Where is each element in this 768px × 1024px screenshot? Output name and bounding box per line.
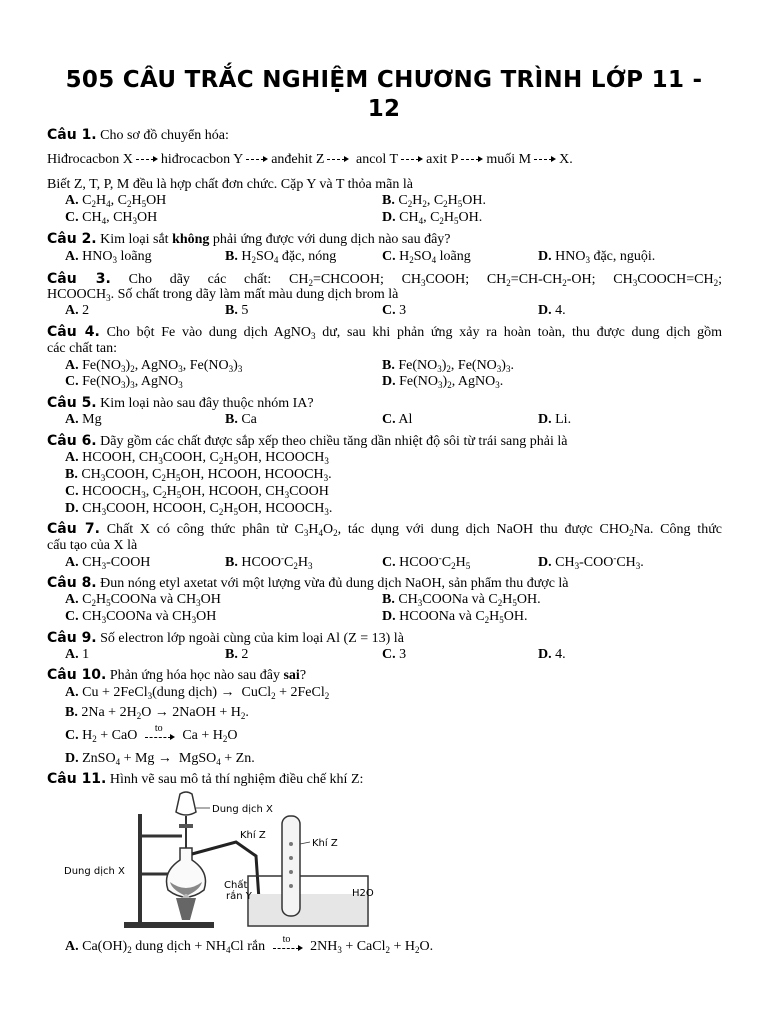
- question-7-label: Câu 7.: [47, 521, 100, 537]
- question-3-stem-line-1: Câu 3. Cho dãy các chất: $CH_2=CHCOOH$; $CH_3COOH$; $CH_2=CH-CH_2-OH$; $CH_3COOCH=CH_2$;: [47, 271, 722, 288]
- option-letter: A.: [65, 358, 79, 373]
- question-5-option-a[interactable]: [65, 412, 102, 428]
- option-letter: B.: [382, 358, 395, 373]
- question-7-option-b[interactable]: B. $HCOO^-C_2H_3$: [225, 553, 313, 571]
- question-5-label: Câu 5.: [47, 395, 97, 411]
- question-8-stem: [47, 575, 569, 592]
- option-letter: B.: [225, 412, 238, 427]
- question-8-option-c[interactable]: C. $CH_3COONa$ và $CH_3OH$: [65, 609, 217, 625]
- question-2-label: Câu 2.: [47, 231, 97, 247]
- question-10-option-d[interactable]: D. ZnSO$_4$ + Mg → MgSO$_4$ + Zn.: [65, 751, 255, 767]
- heat-arrow-icon: [145, 723, 175, 741]
- stand-base: [124, 922, 214, 928]
- option-letter: B.: [225, 555, 238, 570]
- question-5-option-b[interactable]: [225, 412, 257, 428]
- question-1-stem: [47, 127, 229, 144]
- option-letter: C.: [382, 555, 396, 570]
- question-9-option-b[interactable]: [225, 647, 248, 663]
- question-7-option-a[interactable]: A. $CH_3$-COOH: [65, 555, 151, 571]
- option-text: Al: [398, 412, 413, 427]
- option-letter: D.: [538, 249, 552, 264]
- arrow-icon: [401, 153, 423, 163]
- option-text: 3: [399, 303, 407, 318]
- question-9-option-a[interactable]: [65, 647, 89, 663]
- question-9-option-d[interactable]: [538, 647, 566, 663]
- option-letter: D.: [538, 555, 552, 570]
- heat-arrow-icon: [273, 934, 303, 952]
- question-6-stem: [47, 433, 567, 450]
- question-1-note: Biết Z, T, P, M đều là hợp chất đơn chức. Cặp Y và T thỏa mãn là: [47, 177, 413, 192]
- question-4-label: Câu 4.: [47, 324, 100, 340]
- option-letter: D.: [538, 647, 552, 662]
- question-1-option-a[interactable]: A. $C_2H_4$, $C_2H_5OH$: [65, 193, 167, 209]
- option-letter: A.: [65, 193, 79, 208]
- question-8-option-a[interactable]: A. $C_2H_5COONa$ và $CH_3OH$: [65, 592, 221, 608]
- question-5-option-d[interactable]: [538, 412, 571, 428]
- question-9-option-c[interactable]: [382, 647, 406, 663]
- option-letter: B.: [225, 303, 238, 318]
- question-2-text: Kim loại sắt: [100, 232, 169, 247]
- chain-item: X.: [559, 152, 573, 167]
- arrow-icon: [327, 153, 349, 163]
- label-water: H2O: [352, 888, 374, 899]
- question-10-label: Câu 10.: [47, 667, 107, 683]
- option-text: 2: [82, 303, 90, 318]
- question-2-text-rest: phải ứng được với dung dịch nào sau đây?: [212, 232, 451, 247]
- gas-bubble: [289, 856, 293, 860]
- option-letter: D.: [538, 412, 552, 427]
- dropping-funnel: [176, 792, 196, 815]
- option-text: 5: [241, 303, 249, 318]
- question-3-option-a[interactable]: [65, 303, 89, 319]
- question-10-stem: [47, 667, 306, 684]
- question-6-option-c[interactable]: C. $HCOOCH_3$, $C_2H_5OH$, HCOOH, $CH_3COOH$: [65, 484, 329, 500]
- question-3-option-b[interactable]: [225, 303, 248, 319]
- option-text: Mg: [82, 412, 102, 427]
- label-solution-x-top: Dung dịch X: [212, 804, 273, 815]
- chain-item: ancol T: [355, 152, 399, 167]
- question-4-stem-line-2: các chất tan:: [47, 341, 117, 356]
- funnel-tap: [179, 824, 193, 828]
- stand-rod: [138, 814, 142, 926]
- option-letter: D.: [65, 501, 79, 516]
- question-10-text-rest: ?: [299, 668, 307, 683]
- question-6-option-b[interactable]: B. $CH_3COOH$, $C_2H_5OH$, HCOOH, $HCOOCH_3$.: [65, 467, 332, 483]
- option-letter: A.: [65, 249, 79, 264]
- option-text: 2: [241, 647, 249, 662]
- arrow-icon: [136, 153, 158, 163]
- question-4-option-b[interactable]: B. $Fe(NO_3)_2$, $Fe(NO_3)_3$.: [382, 358, 514, 374]
- gas-bubble: [289, 884, 293, 888]
- question-5-text: Kim loại nào sau đây thuộc nhóm IA?: [100, 396, 314, 411]
- option-text: Ca: [241, 412, 257, 427]
- question-9-stem: [47, 630, 404, 647]
- question-3-option-d[interactable]: [538, 303, 566, 319]
- question-2-option-c[interactable]: C. $H_2SO_4$ loãng: [382, 249, 471, 265]
- question-7-stem-line-1: Câu 7. Chất X có công thức phân tử $C_3H_4O_2$, tác dụng với dung dịch NaOH thu được $CHO_2Na$. Công thức: [47, 521, 722, 538]
- option-letter: B.: [225, 647, 238, 662]
- option-letter: C.: [382, 647, 396, 662]
- question-7-option-c[interactable]: C. $HCOO^-C_2H_5$: [382, 553, 471, 571]
- question-8-option-b[interactable]: B. $CH_3COONa$ và $C_2H_5OH$.: [382, 592, 541, 608]
- question-2-emphasis: không: [172, 232, 210, 247]
- question-6-option-a[interactable]: A. HCOOH, $CH_3COOH$, $C_2H_5OH$, $HCOOCH_3$: [65, 450, 329, 466]
- chain-item: anđehit Z: [271, 152, 325, 167]
- option-letter: C.: [382, 412, 396, 427]
- option-letter: B.: [225, 249, 238, 264]
- option-letter: C.: [382, 249, 396, 264]
- question-1-text: Cho sơ đồ chuyển hóa:: [100, 128, 229, 143]
- question-10-option-a[interactable]: A. Cu + 2FeCl$_3$(dung dịch) → CuCl$_2$ + 2FeCl$_2$: [65, 685, 330, 701]
- option-text: 4.: [555, 303, 566, 318]
- option-letter: B.: [382, 592, 395, 607]
- question-7-stem-line-2: cấu tạo của X là: [47, 538, 138, 553]
- question-9-label: Câu 9.: [47, 630, 97, 646]
- question-11-text: Hình vẽ sau mô tả thí nghiệm điều chế khí Z:: [109, 772, 364, 787]
- option-letter: B.: [65, 705, 78, 720]
- question-4-option-c[interactable]: C. $Fe(NO_3)_3$, AgNO$_3$: [65, 374, 183, 390]
- title-line-2: 12: [367, 96, 401, 122]
- question-3-option-c[interactable]: [382, 303, 406, 319]
- option-text: Li.: [555, 412, 572, 427]
- option-letter: B.: [65, 467, 78, 482]
- label-solid-y-1: Chất: [224, 880, 248, 891]
- option-letter: A.: [65, 412, 79, 427]
- question-8-label: Câu 8.: [47, 575, 97, 591]
- option-letter: D.: [538, 303, 552, 318]
- option-letter: A.: [65, 685, 79, 700]
- heat-label: to: [154, 723, 163, 734]
- title-line-1: 505 CÂU TRẮC NGHIỆM CHƯƠNG TRÌNH LỚP 11 -: [65, 67, 703, 93]
- question-4-stem-line-1: Câu 4. Cho bột Fe vào dung dịch AgNO$_3$ dư, sau khi phản ứng xảy ra hoàn toàn, thu được dung dịch gồm: [47, 324, 722, 341]
- option-letter: B.: [382, 193, 395, 208]
- water: [249, 894, 367, 925]
- option-letter: C.: [65, 374, 79, 389]
- option-letter: D.: [382, 210, 396, 225]
- heat-label: to: [282, 934, 291, 945]
- option-letter: A.: [65, 555, 79, 570]
- question-10-emphasis: sai: [283, 668, 300, 683]
- option-letter: C.: [382, 303, 396, 318]
- option-letter: C.: [65, 609, 79, 624]
- option-letter: A.: [65, 303, 79, 318]
- chain-item: Hiđrocacbon X: [47, 152, 133, 167]
- option-letter: A.: [65, 647, 79, 662]
- label-gas-z-1: Khí Z: [240, 830, 266, 841]
- option-letter: C.: [65, 210, 79, 225]
- label-solution-x-left: Dung dịch X: [64, 866, 125, 877]
- option-letter: C.: [65, 728, 79, 743]
- burner: [176, 898, 196, 920]
- question-1-label: Câu 1.: [47, 127, 97, 143]
- question-4-option-d[interactable]: D. $Fe(NO_3)_2$, AgNO$_3$.: [382, 374, 504, 390]
- page-title: [40, 66, 728, 124]
- question-10-option-c[interactable]: C. $H_2$ + CaO to $Ca + H_2O$: [65, 723, 238, 744]
- experiment-diagram: [62, 786, 392, 936]
- question-8-text: Đun nóng etyl axetat với một lượng vừa đủ dung dịch NaOH, sản phẩm thu được là: [100, 576, 569, 591]
- question-5-stem: [47, 395, 314, 412]
- option-text: 1: [82, 647, 90, 662]
- question-1-option-b[interactable]: B. $C_2H_2$, $C_2H_5OH$.: [382, 193, 487, 209]
- question-11-option-a[interactable]: A. $Ca(OH)_2$ dung dịch + $NH_4Cl$ rắn to $2NH_3$ + CaCl$_2$ + $H_2O$.: [65, 934, 434, 955]
- gas-bubble: [289, 870, 293, 874]
- question-3-label: Câu 3.: [47, 271, 111, 287]
- collecting-tube: [282, 816, 300, 916]
- option-letter: C.: [65, 484, 79, 499]
- question-6-option-d[interactable]: D. $CH_3COOH$, HCOOH, $C_2H_5OH$, $HCOOCH_3$.: [65, 501, 333, 517]
- option-letter: D.: [65, 751, 79, 766]
- option-letter: A.: [65, 592, 79, 607]
- question-4-option-a[interactable]: A. $Fe(NO_3)_2$, AgNO$_3$, $Fe(NO_3)_3$: [65, 358, 243, 374]
- chain-item: muối M: [486, 152, 532, 167]
- chain-item: axit P: [426, 152, 459, 167]
- chain-item: hiđrocacbon Y: [160, 152, 244, 167]
- question-2-option-d[interactable]: D. $HNO_3$ đặc, nguội.: [538, 249, 656, 265]
- question-1-chain: [47, 152, 573, 168]
- arrow-icon: [461, 153, 483, 163]
- question-8-option-d[interactable]: D. HCOONa và $C_2H_5OH$.: [382, 609, 528, 625]
- question-6-text: Dãy gồm các chất được sắp xếp theo chiều tăng dần nhiệt độ sôi từ trái sang phải là: [100, 434, 568, 449]
- question-10-text: Phản ứng hóa học nào sau đây: [109, 668, 280, 683]
- question-2-option-b[interactable]: B. $H_2SO_4$ đặc, nóng: [225, 249, 337, 265]
- question-6-label: Câu 6.: [47, 433, 97, 449]
- option-text: 3: [399, 647, 407, 662]
- gas-bubble: [289, 842, 293, 846]
- option-letter: D.: [382, 609, 396, 624]
- arrow-icon: [246, 153, 268, 163]
- label-solid-y-2: rắn Y: [226, 891, 252, 902]
- option-text: 4.: [555, 647, 566, 662]
- question-1-option-c[interactable]: C. $CH_4$, $CH_3OH$: [65, 210, 158, 226]
- label-gas-z-2: Khí Z: [312, 838, 338, 849]
- option-letter: D.: [382, 374, 396, 389]
- question-7-option-d[interactable]: D. $CH_3-COO^-CH_3$.: [538, 553, 644, 571]
- question-2-option-a[interactable]: A. $HNO_3$ loãng: [65, 249, 152, 265]
- question-10-option-b[interactable]: B. $2Na + 2H_2O$ → 2NaOH + $H_2$.: [65, 705, 249, 721]
- question-11-label: Câu 11.: [47, 771, 107, 787]
- question-3-stem-line-2: $HCOOCH_3$. Số chất trong dãy làm mất màu dung dịch brom là: [47, 287, 399, 303]
- arrow-icon: [534, 153, 556, 163]
- question-1-option-d[interactable]: D. $CH_4$, $C_2H_5OH$.: [382, 210, 483, 226]
- option-letter: A.: [65, 450, 79, 465]
- question-2-stem: [47, 231, 451, 248]
- question-5-option-c[interactable]: [382, 412, 412, 428]
- question-9-text: Số electron lớp ngoài cùng của kim loại Al (Z = 13) là: [100, 631, 404, 646]
- option-letter: A.: [65, 939, 79, 954]
